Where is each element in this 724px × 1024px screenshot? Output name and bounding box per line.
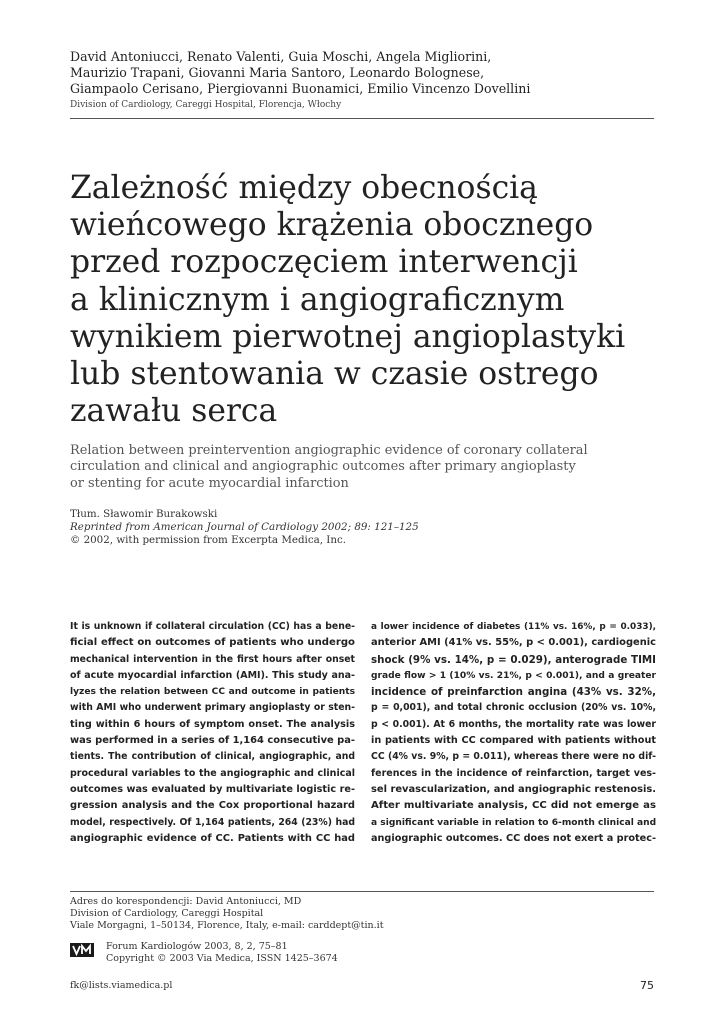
abstract-line: It is unknown if collateral circulation (CC) has a bene-	[70, 621, 355, 632]
abstract-line: p = 0,001), and total chronic occlusion (20% vs. 10%,	[371, 702, 656, 714]
abstract-line: sel revascularization, and angiographic restenosis.	[371, 783, 656, 795]
author-line: Giampaolo Cerisano, Piergiovanni Buonamici, Emilio Vincenzo Dovellini	[70, 81, 531, 96]
title-line: Zależność między obecnością	[70, 170, 538, 206]
abstract-line: in patients with CC compared with patients without	[371, 735, 656, 747]
footer-email-link[interactable]: fk@lists.viamedica.pl	[70, 980, 173, 991]
abstract-line: procedural variables to the angiographic and clinical	[70, 767, 355, 779]
abstract-line: was performed in a series of 1,164 consecutive pa-	[70, 735, 355, 747]
title-line: a klinicznym i angiograficznym	[70, 281, 565, 318]
abstract-line: lyzes the relation between CC and outcome in patients	[70, 687, 355, 698]
correspondence-line: Viale Morgagni, 1–50134, Florence, Italy, e-mail: carddept@tin.it	[70, 920, 384, 931]
correspondence-address	[70, 896, 384, 932]
english-title	[70, 443, 660, 492]
abstract-line: p < 0.001). At 6 months, the mortality rate was lower	[371, 718, 656, 730]
title-line: circulation and clinical and angiographic outcomes after primary angioplasty	[70, 459, 576, 475]
abstract-line: of acute myocardial infarction (AMI). This study ana-	[70, 669, 355, 681]
abstract-line: ting within 6 hours of symptom onset. The analysis	[70, 718, 355, 730]
copyright-note: © 2002, with permission from Excerpta Medica, Inc.	[70, 534, 347, 546]
journal-copyright: Copyright © 2003 Via Medica, ISSN 1425–3674	[106, 952, 338, 964]
translator: Tłum. Sławomir Burakowski	[70, 508, 218, 520]
abstract-line: incidence of preinfarction angina (43% vs. 32%,	[371, 686, 656, 699]
title-line: wynikiem pierwotnej angioplastyki	[70, 318, 626, 355]
abstract-line: angiographic evidence of CC. Patients with CC had	[70, 832, 355, 844]
abstract-line: anterior AMI (41% vs. 55%, p < 0.001), cardiogenic	[371, 637, 656, 649]
affiliation: Division of Cardiology, Careggi Hospital, Florencja, Włochy	[70, 100, 342, 110]
correspondence-line: Adres do korespondencji: David Antoniucci, MD	[70, 896, 302, 907]
abstract-line: After multivariate analysis, CC did not emerge as	[371, 800, 656, 812]
abstract-left-column	[70, 619, 355, 847]
page-number: 75	[640, 979, 654, 992]
polish-title	[70, 170, 670, 430]
abstract-line: model, respectively. Of 1,164 patients, 264 (23%) had	[70, 816, 355, 828]
title-line: lub stentowania w czasie ostrego	[70, 356, 599, 393]
abstract-line: CC (4% vs. 9%, p = 0.011), whereas there were no dif-	[371, 751, 656, 763]
title-line: wieńcowego krążenia obocznego	[70, 207, 594, 244]
abstract-line: shock (9% vs. 14%, p = 0.029), anterograde TIMI	[371, 653, 656, 666]
abstract-line: ferences in the incidence of reinfarction, target ves-	[371, 767, 656, 779]
title-line: zawału serca	[70, 393, 278, 430]
abstract-line: with AMI who underwent primary angioplasty or sten-	[70, 702, 355, 714]
abstract-line: outcomes was evaluated by multivariate logistic re-	[70, 783, 355, 795]
journal-citation: Forum Kardiologów 2003, 8, 2, 75–81	[106, 941, 288, 952]
abstract-line: gression analysis and the Cox proportional hazard	[70, 800, 355, 812]
abstract-line: tients. The contribution of clinical, angiographic, and	[70, 751, 355, 763]
abstract-line: ficial effect on outcomes of patients who undergo	[70, 637, 355, 649]
journal-info	[106, 941, 338, 964]
abstract-line: grade flow > 1 (10% vs. 21%, p < 0.001), and a greater	[371, 670, 656, 681]
correspondence-line: Division of Cardiology, Careggi Hospital	[70, 908, 264, 919]
abstract-line: a significant variable in relation to 6-month clinical and	[371, 817, 657, 828]
author-list	[70, 49, 660, 97]
credits	[70, 508, 419, 547]
title-line: Relation between preintervention angiographic evidence of coronary collateral	[70, 443, 588, 458]
reprint-note: Reprinted from American Journal of Cardiology 2002; 89: 121–125	[70, 521, 419, 533]
abstract-line: a lower incidence of diabetes (11% vs. 16%, p = 0.033),	[371, 622, 656, 632]
abstract-line: angiographic outcomes. CC does not exert a protec-	[371, 832, 656, 844]
title-line: or stenting for acute myocardial infarction	[70, 475, 349, 491]
footer-divider	[70, 891, 654, 892]
abstract-right-column	[371, 619, 656, 847]
title-line: przed rozpoczęciem interwencji	[70, 244, 578, 281]
author-line: David Antoniucci, Renato Valenti, Guia Moschi, Angela Migliorini,	[70, 49, 492, 64]
author-line: Maurizio Trapani, Giovanni Maria Santoro, Leonardo Bolognese,	[70, 65, 485, 80]
abstract-line: mechanical intervention in the first hours after onset	[70, 653, 355, 665]
header-divider	[70, 118, 654, 119]
via-medica-logo-icon	[70, 943, 94, 957]
